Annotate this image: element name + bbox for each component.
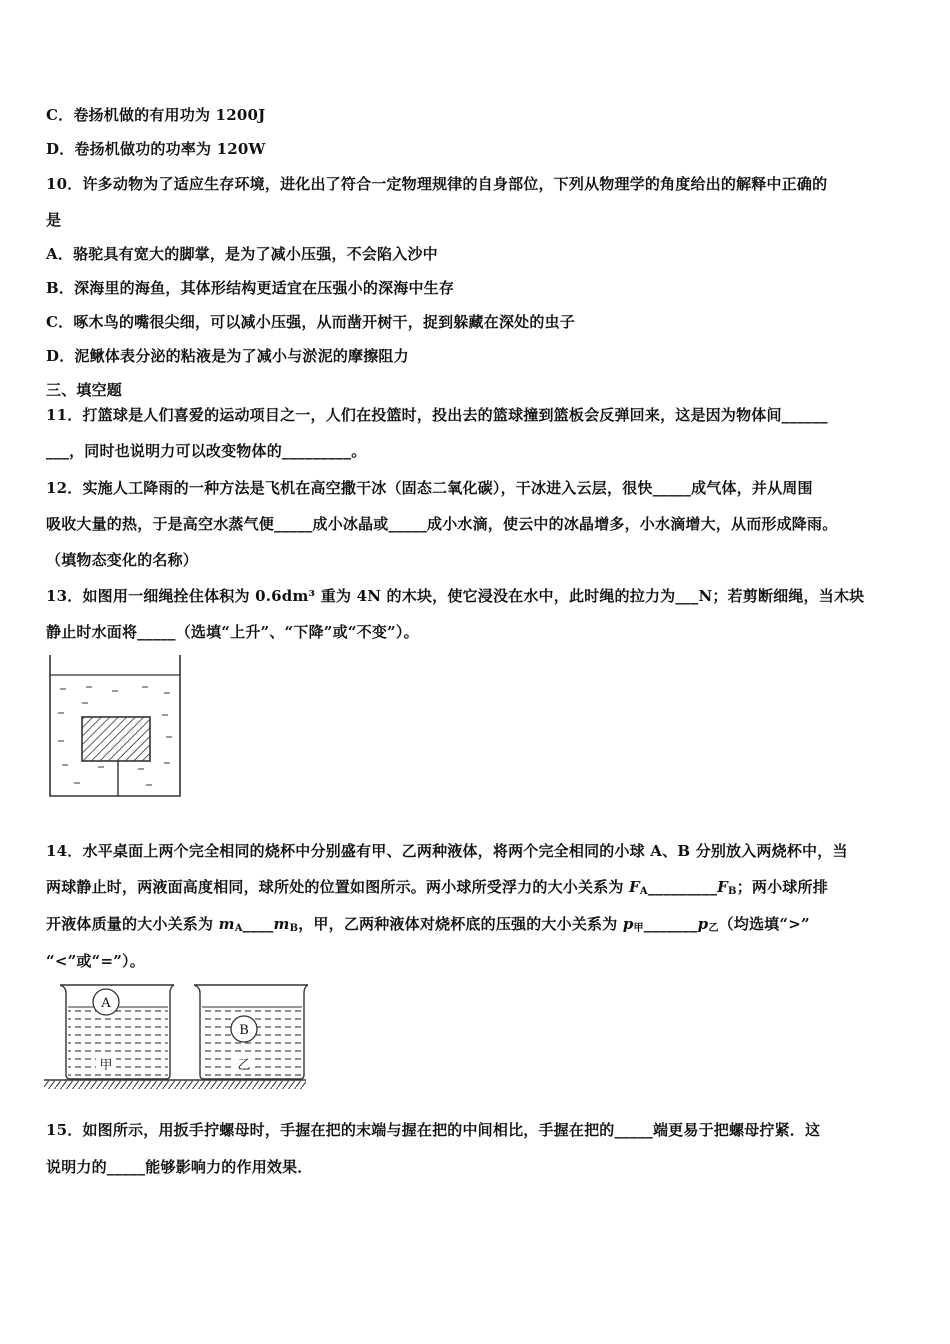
q14-line1: 14．水平桌面上两个完全相同的烧杯中分别盛有甲、乙两种液体，将两个完全相同的小球 A、B 分别放入两烧杯中，当: [46, 842, 848, 860]
ball-b: [231, 1016, 257, 1042]
q14-blank-2: ____: [242, 915, 274, 933]
q13-line1: 13．如图用一细绳拴住体积为 0.6dm³ 重为 4N 的木块，使它浸没在水中，此时绳的拉力为___N；若剪断细绳，当木块: [46, 587, 865, 605]
q14-symbol-m-2: m: [273, 915, 290, 933]
ball-a-label: A: [101, 996, 111, 1011]
liquid-jia-label: 甲: [99, 1058, 113, 1073]
q14-symbol-m: m: [218, 915, 235, 933]
q14-line3-end: （均选填“>”: [718, 915, 810, 933]
section-heading: 三、填空题: [46, 381, 123, 399]
wood-block: [82, 717, 150, 761]
q12-line1: 12．实施人工降雨的一种方法是飞机在高空撒干冰（固态二氧化碳），干冰进入云层，很快_____成气体，并从周围: [46, 479, 813, 497]
q11-line2: ___，同时也说明力可以改变物体的_________。: [46, 442, 367, 460]
q14-line4: “<”或“=”）。: [46, 952, 145, 970]
q13-line2: 静止时水面将_____（选填“上升”、“下降”或“不变”）。: [46, 623, 419, 641]
q10-option-d: D．泥鳅体表分泌的粘液是为了减小与淤泥的摩擦阻力: [46, 347, 409, 365]
q14-line2-text: 两球静止时，两液面高度相同，球所处的位置如图所示。两小球所受浮力的大小关系为: [46, 878, 630, 896]
q14-sub-A: A: [639, 886, 648, 897]
q12-line2: 吸收大量的热，于是高空水蒸气便_____成小冰晶或_____成小水滴，使云中的冰晶增多，小水滴增大，从而形成降雨。: [46, 515, 838, 533]
q14-sub-jia: 甲: [633, 923, 644, 934]
q14-symbol-F: F: [629, 878, 640, 896]
q14-line3-mid: ，甲，乙两种液体对烧杯底的压强的大小关系为: [298, 915, 623, 933]
liquid-yi-label: 乙: [237, 1058, 251, 1073]
q9-option-c: C．卷扬机做的有用功为 1200J: [46, 106, 266, 124]
ball-a: [93, 989, 119, 1015]
q14-symbol-p-2: p: [697, 915, 709, 933]
q14-blank-1: _________: [647, 878, 718, 896]
q11-line1: 11．打篮球是人们喜爱的运动项目之一，人们在投篮时，投出去的篮球撞到篮板会反弹回来，这是因为物体间______: [46, 406, 828, 424]
q14-sub-B-2: B: [289, 923, 299, 934]
q14-symbol-p: p: [622, 915, 634, 933]
q12-line3: （填物态变化的名称）: [46, 551, 199, 569]
q14-line2: [46, 876, 828, 897]
q13-figure-container-with-block: [46, 653, 184, 799]
q10-stem-line1: 10．许多动物为了适应生存环境，进化出了符合一定物理规律的自身部位，下列从物理学的角度给出的解释中正确的: [46, 175, 828, 193]
q15-line1: 15．如图所示，用扳手拧螺母时，手握在把的末端与握在把的中间相比，手握在把的_____端更易于把螺母拧紧．这: [46, 1121, 821, 1139]
table-hatch: [44, 1081, 306, 1089]
ball-b-label: B: [239, 1023, 249, 1038]
q10-option-a: A．骆驼具有宽大的脚掌，是为了减小压强，不会陷入沙中: [46, 245, 438, 263]
q14-line2-end: ；两小球所排: [736, 878, 828, 896]
q14-line3: [46, 913, 810, 934]
q9-option-d: D．卷扬机做功的功率为 120W: [46, 140, 266, 158]
q14-figure-two-beakers: [44, 983, 308, 1091]
q15-line2: 说明力的_____能够影响力的作用效果．: [46, 1158, 313, 1176]
q14-blank-3: _______: [643, 915, 698, 933]
q14-symbol-F-2: F: [717, 878, 729, 896]
q10-stem-line2: 是: [46, 211, 62, 229]
q14-line3-text: 开液体质量的大小关系为: [46, 915, 219, 933]
q14-sub-B: B: [728, 886, 737, 897]
q10-option-c: C．啄木鸟的嘴很尖细，可以减小压强，从而凿开树干，捉到躲藏在深处的虫子: [46, 313, 575, 331]
q14-sub-A-2: A: [234, 923, 243, 934]
q14-sub-yi: 乙: [708, 923, 719, 934]
q10-option-b: B．深海里的海鱼，其体形结构更适宜在压强小的深海中生存: [46, 279, 455, 297]
